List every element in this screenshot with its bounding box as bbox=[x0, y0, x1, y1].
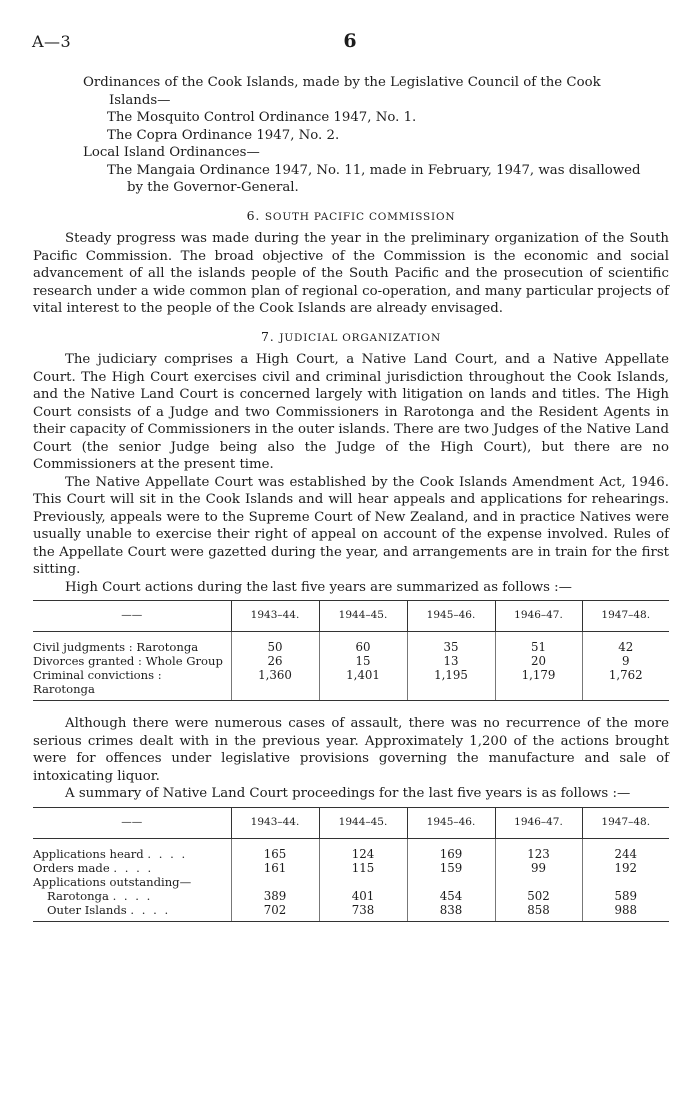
table-header-row bbox=[33, 807, 669, 838]
row-label-text: Applications heard bbox=[33, 846, 144, 861]
table-row bbox=[33, 861, 669, 875]
table-row bbox=[33, 654, 669, 668]
table-cell bbox=[582, 875, 669, 889]
row-label: Applications outstanding— bbox=[33, 874, 192, 889]
legislative-intro-cont: Islands— bbox=[109, 92, 171, 108]
section-7-paragraph-2: The Native Appellate Court was established by the Cook Islands Amendment Act, 1946. This Court will sit in the Cook Islands and will hear appeals and applications for rehearings. Previously, appeals were to the Supreme Court of New Zealand, and in practice Natives were usually unable to exercise their right of appeal on account of the expense involved. Rules of the Appellate Court were gazetted during the year, and arrangements are in train for the first sitting. bbox=[33, 474, 669, 577]
legislative-intro-text: Ordinances of the Cook Islands, made by the Legislative Council of the Cook bbox=[83, 75, 601, 90]
table-cell: 1,179 bbox=[495, 668, 582, 701]
table-cell: 1,762 bbox=[582, 668, 669, 701]
section-7-paragraph-3: High Court actions during the last five years are summarized as follows :— bbox=[65, 579, 572, 595]
table-cell: 26 bbox=[231, 654, 319, 668]
table-cell: 1,360 bbox=[231, 668, 319, 701]
after-table-paragraph-1: Although there were numerous cases of assault, there was no recurrence of the more serious crimes dealt with in the previous year. Approximately 1,200 of the actions brought were for offences under legislative provisions governing the manufacture and sale of intoxicating liquor. bbox=[33, 716, 669, 784]
column-header: 1945–46. bbox=[407, 601, 495, 632]
table-cell: 60 bbox=[319, 640, 407, 654]
local-ordinances-intro: Local Island Ordinances— bbox=[83, 145, 260, 160]
table-cell: 401 bbox=[319, 889, 407, 903]
table-cell: 99 bbox=[495, 861, 582, 875]
table-cell: 20 bbox=[495, 654, 582, 668]
table-row bbox=[33, 889, 669, 903]
table-cell: 123 bbox=[495, 847, 582, 861]
local-item-cont: by the Governor-General. bbox=[127, 180, 299, 195]
column-header: —— bbox=[33, 601, 231, 632]
column-header: 1947–48. bbox=[582, 601, 669, 632]
column-header: —— bbox=[33, 807, 231, 838]
row-label bbox=[33, 903, 231, 922]
table-cell: 738 bbox=[319, 903, 407, 922]
column-header: 1945–46. bbox=[407, 807, 495, 838]
row-label-text: Orders made bbox=[33, 860, 110, 875]
legislative-ordinances-intro bbox=[33, 74, 669, 109]
section-7-heading bbox=[33, 328, 669, 348]
table-row bbox=[33, 847, 669, 861]
after-table-paragraph-2: A summary of Native Land Court proceedings for the last five years is as follows :— bbox=[65, 786, 631, 801]
row-label-text: Outer Islands bbox=[47, 902, 127, 917]
row-label-text: Rarotonga bbox=[47, 888, 109, 903]
row-label bbox=[33, 889, 231, 903]
table-cell: 35 bbox=[407, 640, 495, 654]
column-header: 1947–48. bbox=[582, 807, 669, 838]
section-7-paragraph-1: The judiciary comprises a High Court, a Native Land Court, and a Native Appellate Court. The High Court exercises civil and criminal jurisdiction throughout the Cook Islands, and the Native Land Court is concerned largely with litigation on lands and titles. The High Court consists of a Judge and two Commissioners in Rarotonga and the Resident Agents in their capacity of Commissioners in the outer islands. There are two Judges of the Native Land Court (the senior Judge being also the Judge of the High Court), but there are no Commissioners at the present time. bbox=[33, 352, 669, 472]
column-header: 1944–45. bbox=[319, 807, 407, 838]
table-spacer bbox=[33, 838, 669, 847]
table-cell bbox=[407, 875, 495, 889]
row-label bbox=[33, 861, 231, 875]
table-cell: 165 bbox=[231, 847, 319, 861]
table-cell: 389 bbox=[231, 889, 319, 903]
table-cell: 159 bbox=[407, 861, 495, 875]
table-cell: 702 bbox=[231, 903, 319, 922]
table-cell: 161 bbox=[231, 861, 319, 875]
column-header: 1946–47. bbox=[495, 601, 582, 632]
table-cell: 169 bbox=[407, 847, 495, 861]
column-header: 1943–44. bbox=[231, 807, 319, 838]
row-label bbox=[33, 847, 231, 861]
table-cell: 988 bbox=[582, 903, 669, 922]
table-cell: 115 bbox=[319, 861, 407, 875]
table-cell: 51 bbox=[495, 640, 582, 654]
table-cell: 244 bbox=[582, 847, 669, 861]
native-land-court-table bbox=[33, 807, 669, 922]
table-spacer bbox=[33, 632, 669, 641]
table-cell: 50 bbox=[231, 640, 319, 654]
table-cell: 9 bbox=[582, 654, 669, 668]
table-cell: 42 bbox=[582, 640, 669, 654]
column-header: 1946–47. bbox=[495, 807, 582, 838]
leader-dots: . . . . bbox=[147, 846, 188, 861]
table-cell: 858 bbox=[495, 903, 582, 922]
row-label: Divorces granted : Whole Group bbox=[33, 654, 223, 668]
leader-dots: . . . . bbox=[112, 888, 153, 903]
table-cell: 13 bbox=[407, 654, 495, 668]
local-item-text: The Mangaia Ordinance 1947, No. 11, made in February, 1947, was disallowed bbox=[107, 162, 641, 178]
section-6-heading bbox=[33, 207, 669, 227]
table-cell: 1,195 bbox=[407, 668, 495, 701]
table-cell: 1,401 bbox=[319, 668, 407, 701]
ordinances-block bbox=[33, 74, 669, 922]
row-label: Criminal convictions : Rarotonga bbox=[33, 668, 231, 701]
table-cell: 15 bbox=[319, 654, 407, 668]
section-6-number: 6. bbox=[246, 207, 261, 223]
table-row bbox=[33, 668, 669, 701]
section-7-title: JUDICIAL ORGANIZATION bbox=[279, 331, 441, 344]
column-header: 1944–45. bbox=[319, 601, 407, 632]
column-header: 1943–44. bbox=[231, 601, 319, 632]
table-row bbox=[33, 903, 669, 922]
section-6-title: SOUTH PACIFIC COMMISSION bbox=[264, 210, 456, 223]
table-cell: 502 bbox=[495, 889, 582, 903]
section-6-paragraph: Steady progress was made during the year in the preliminary organization of the South Pacific Commission. The broad objective of the Commission is the economic and social advancement of all the islands people of the South Pacific and the prosecution of scientific research under a wide common plan of regional co-operation, and many particular projects of vital interest to the people of the Cook Islands are already envisaged. bbox=[33, 231, 669, 316]
page-number: 6 bbox=[343, 30, 357, 52]
high-court-actions-table bbox=[33, 600, 669, 701]
table-cell: 454 bbox=[407, 889, 495, 903]
ordinance-item: The Copra Ordinance 1947, No. 2. bbox=[107, 127, 340, 143]
report-code: A—3 bbox=[32, 32, 72, 51]
table-row bbox=[33, 875, 669, 889]
ordinance-item: The Mosquito Control Ordinance 1947, No. 1. bbox=[107, 110, 417, 125]
table-cell: 192 bbox=[582, 861, 669, 875]
leader-dots: . . . . bbox=[130, 902, 171, 917]
local-ordinance-item bbox=[33, 162, 669, 197]
table-cell bbox=[231, 875, 319, 889]
table-cell: 838 bbox=[407, 903, 495, 922]
table-header-row bbox=[33, 601, 669, 632]
section-7-number: 7. bbox=[261, 328, 275, 344]
leader-dots: . . . . bbox=[113, 860, 154, 875]
row-label: Civil judgments : Rarotonga bbox=[33, 640, 199, 654]
table-cell bbox=[495, 875, 582, 889]
table-cell bbox=[319, 875, 407, 889]
table-cell: 124 bbox=[319, 847, 407, 861]
table-cell: 589 bbox=[582, 889, 669, 903]
table-row bbox=[33, 640, 669, 654]
